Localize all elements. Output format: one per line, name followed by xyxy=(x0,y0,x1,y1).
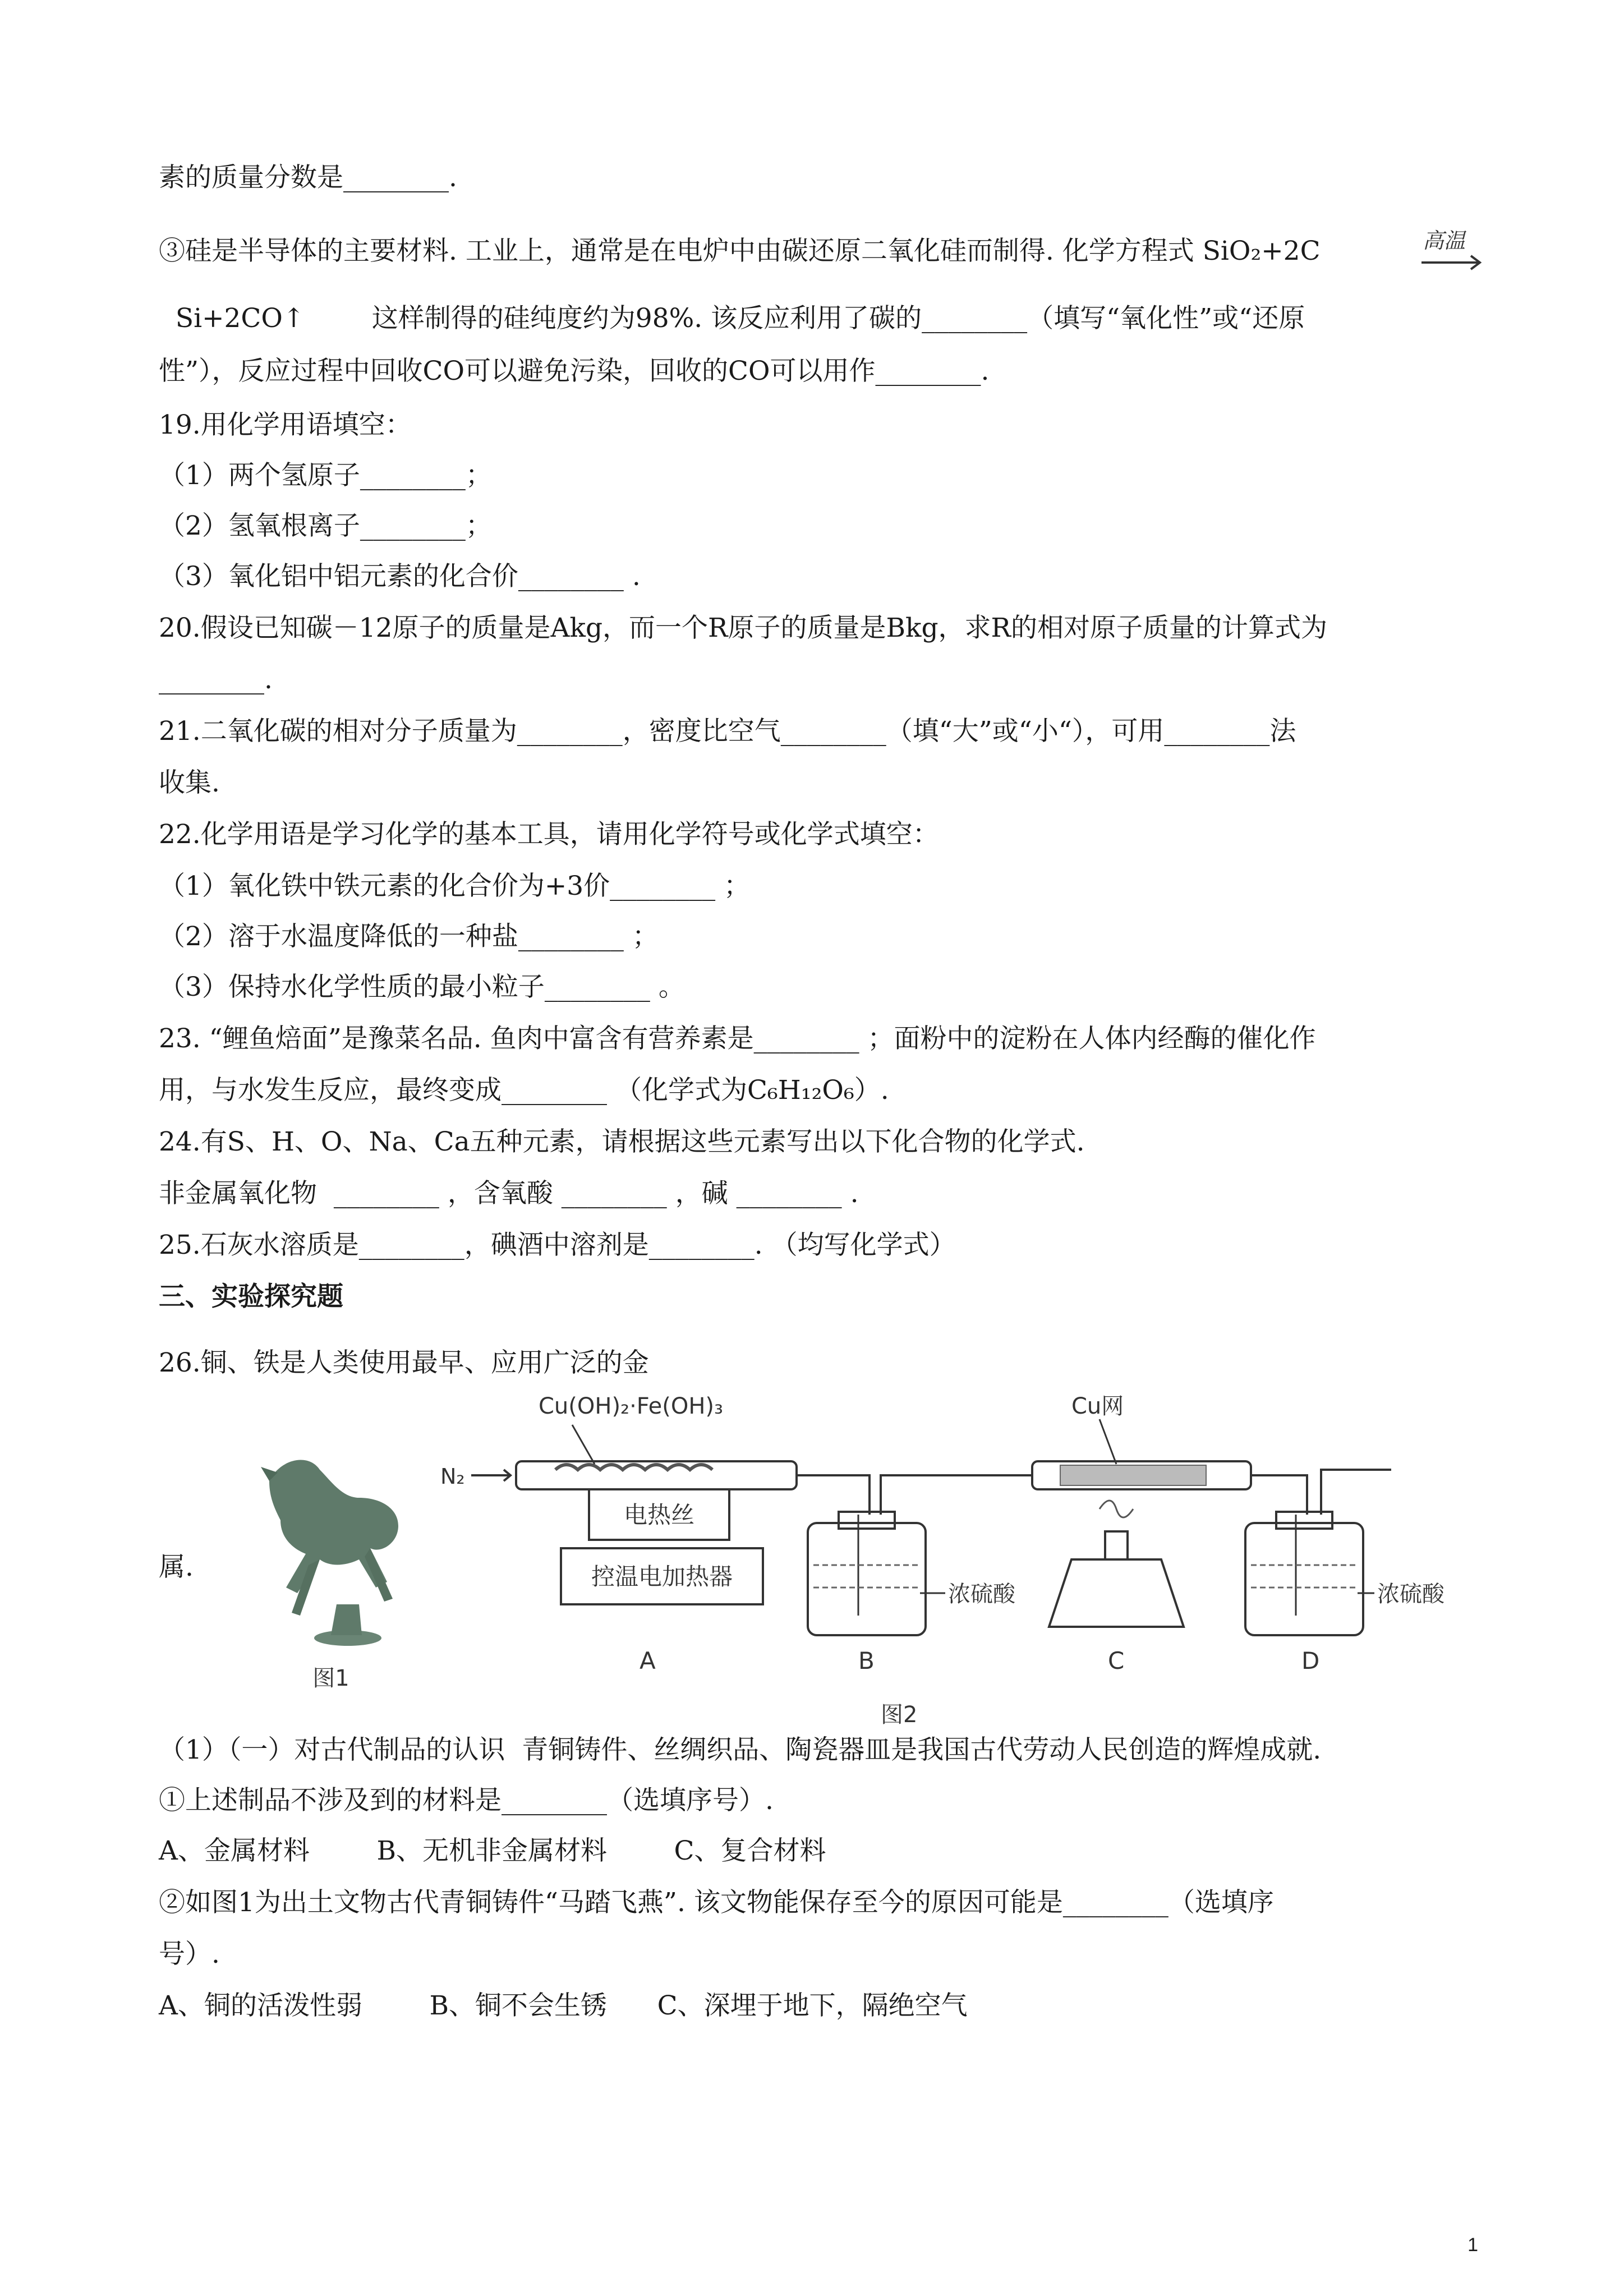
question-26-cont: 属. xyxy=(159,1552,194,1582)
question-23: 23. “鲤鱼焙面”是豫菜名品. 鱼肉中富含有营养素是________ ；面粉中的淀粉在人体内经酶的催化作 xyxy=(159,1023,1316,1054)
line-co-recycle: 性”），反应过程中回收CO可以避免污染，回收的CO可以用作________. xyxy=(159,356,990,386)
question-20-blank: ________. xyxy=(159,664,273,695)
label-a: A xyxy=(640,1647,656,1674)
fig1-caption: 图1 xyxy=(312,1665,349,1691)
question-20: 20.假设已知碳－12原子的质量是Akg，而一个R原子的质量是Bkg，求R的相对原子质量的计算式为 xyxy=(159,613,1327,643)
question-22-2: （2）溶于水温度降低的一种盐________ ； xyxy=(159,921,659,952)
acid-d-label: 浓硫酸 xyxy=(1377,1581,1444,1607)
high-temperature-arrow xyxy=(1418,223,1485,274)
temperature-heater-label: 控温电加热器 xyxy=(591,1563,733,1590)
question-25: 25.石灰水溶质是________，碘酒中溶剂是________. （均写化学式） xyxy=(159,1230,956,1260)
question-19-2: （2）氢氧根离子________； xyxy=(159,510,492,541)
question-23-cont: 用，与水发生反应，最终变成________ （化学式为C₆H₁₂O₆）. xyxy=(159,1075,889,1106)
reaction-condition-label: 高温 xyxy=(1423,228,1466,253)
question-24: 24.有S、H、O、Na、Ca五种元素，请根据这些元素写出以下化合物的化学式. xyxy=(159,1126,1085,1157)
question-21-cont: 收集. xyxy=(159,767,220,798)
question-19: 19.用化学用语填空： xyxy=(159,409,412,440)
question-22: 22.化学用语是学习化学的基本工具，请用化学符号或化学式填空： xyxy=(159,819,939,850)
question-26-1-a: ①上述制品不涉及到的材料是________（选填序号）. xyxy=(159,1785,774,1816)
question-22-3: （3）保持水化学性质的最小粒子________ 。 xyxy=(159,972,685,1002)
cu-mesh xyxy=(1060,1465,1206,1485)
figure-1-bronze-horse xyxy=(247,1414,415,1694)
line-silicon-purity: Si+2CO↑ 这样制得的硅纯度约为98%. 该反应利用了碳的________（填写“氧化性”或“还原 xyxy=(159,303,1305,334)
question-21: 21.二氧化碳的相对分子质量为________，密度比空气________（填“大”或“小“），可用________法 xyxy=(159,716,1296,747)
page-number: 1 xyxy=(1467,2234,1478,2256)
sample-powder xyxy=(555,1465,712,1470)
question-26: 26.铜、铁是人类使用最早、应用广泛的金 xyxy=(159,1347,649,1378)
alcohol-lamp xyxy=(1049,1559,1184,1627)
bottle-d xyxy=(1245,1523,1363,1635)
n2-label: N₂ xyxy=(440,1464,465,1489)
cu-mesh-label: Cu网 xyxy=(1071,1393,1124,1419)
bottle-b xyxy=(808,1523,926,1635)
question-22-1: （1）氧化铁中铁元素的化合价为+3价________ ； xyxy=(159,871,751,901)
question-24-blanks: 非金属氧化物 ________ ，含氧酸 ________ ，碱 ________ . xyxy=(159,1178,859,1209)
label-b: B xyxy=(858,1647,875,1674)
question-26-1-options: A、金属材料 B、无机非金属材料 C、复合材料 xyxy=(159,1835,826,1866)
acid-b-label: 浓硫酸 xyxy=(948,1581,1015,1607)
section-heading-experiment: 三、实验探究题 xyxy=(159,1281,343,1312)
label-c: C xyxy=(1108,1647,1125,1674)
question-26-1: （1）（一）对古代制品的认识 青铜铸件、丝绸织品、陶瓷器皿是我国古代劳动人民创造的辉煌成就. xyxy=(159,1734,1322,1765)
flame xyxy=(1099,1501,1133,1517)
question-19-3: （3）氧化铝中铝元素的化合价________ . xyxy=(159,561,641,592)
question-26-1-b-cont: 号）. xyxy=(159,1939,220,1970)
question-26-1-b-options: A、铜的活泼性弱 B、铜不会生锈 C、深埋于地下，隔绝空气 xyxy=(159,1990,968,2021)
bronze-horse-image xyxy=(261,1460,398,1646)
line-silicon-equation: ③硅是半导体的主要材料. 工业上，通常是在电炉中由碳还原二氧化硅而制得. 化学方程式 SiO₂+2C xyxy=(159,236,1321,266)
tube-a-label: Cu(OH)₂·Fe(OH)₃ xyxy=(539,1393,724,1419)
question-26-1-b: ②如图1为出土文物古代青铜铸件“马踏飞燕”. 该文物能保存至今的原因可能是________（选填序 xyxy=(159,1887,1274,1918)
heater-wire-label: 电热丝 xyxy=(623,1501,695,1529)
figure-2-apparatus xyxy=(426,1391,1444,1728)
label-d: D xyxy=(1301,1647,1320,1674)
line-element-fraction: 素的质量分数是________. xyxy=(159,162,457,193)
question-19-1: （1）两个氢原子________； xyxy=(159,460,492,491)
fig2-caption: 图2 xyxy=(881,1702,918,1728)
